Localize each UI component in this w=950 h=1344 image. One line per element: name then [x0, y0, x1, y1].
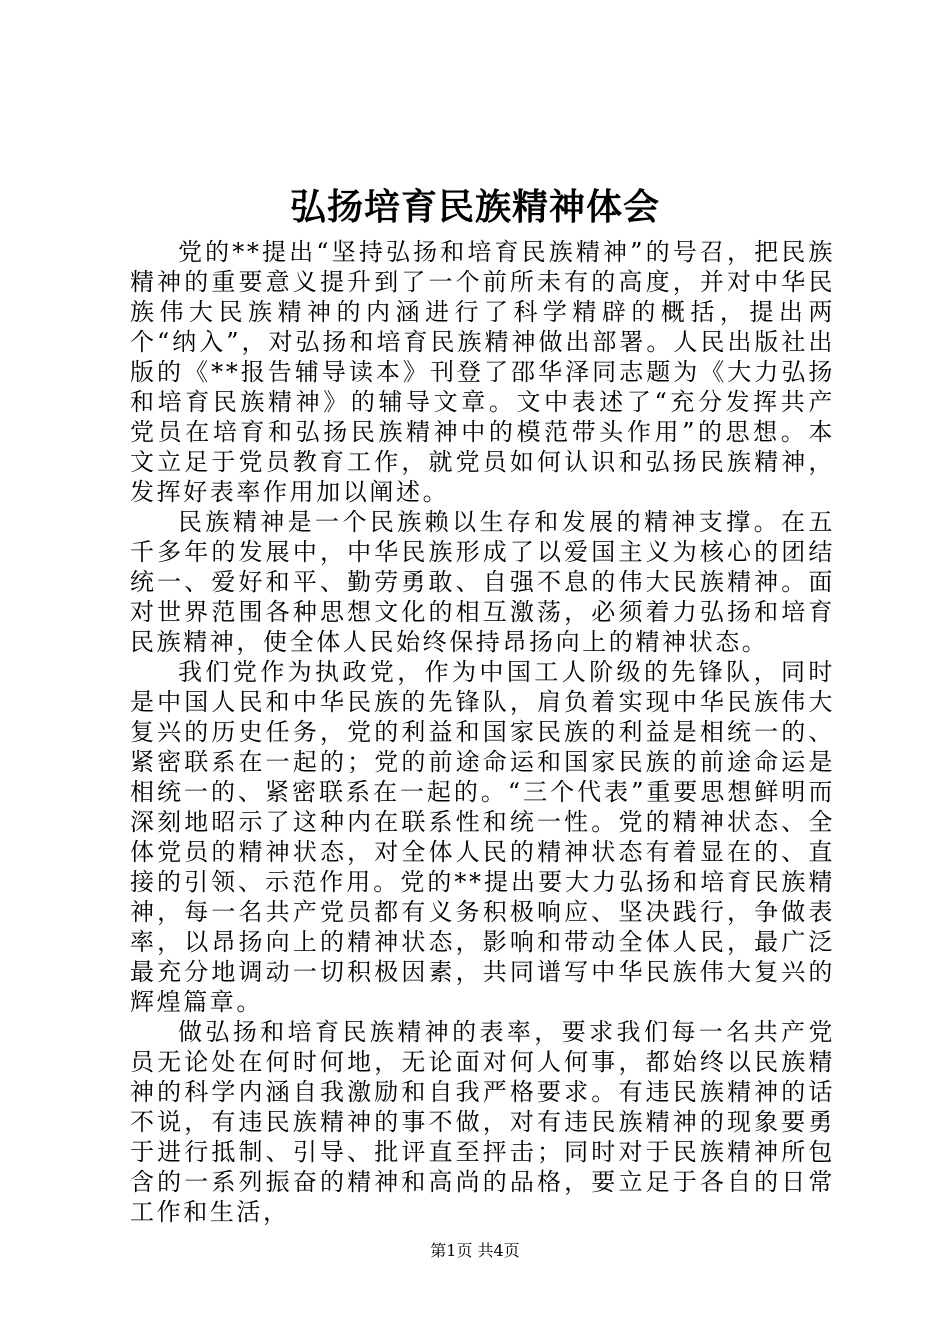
paragraph-3: 我们党作为执政党，作为中国工人阶级的先锋队，同时是中国人民和中华民族的先锋队，肩负着实现中华民族伟大复兴的历史任务，党的利益和国家民族的利益是相统一的、紧密联系在一起的；党的前途命运和国家民族的前途命运是相统一的、紧密联系在一起的。“三个代表”重要思想鲜明而深刻地昭示了这种内在联系性和统一性。党的精神状态、全体党员的精神状态，对全体人民的精神状态有着显在的、直接的引领、示范作用。党的**提出要大力弘扬和培育民族精神，每一名共产党员都有义务积极响应、坚决践行，争做表率，以昂扬向上的精神状态，影响和带动全体人民，最广泛最充分地调动一切积极因素，共同谱写中华民族伟大复兴的辉煌篇章。	[130, 658, 835, 1016]
page-title: 弘扬培育民族精神体会	[289, 187, 660, 228]
page-number-footer: 第1页 共4页	[430, 1241, 520, 1260]
paragraph-4: 做弘扬和培育民族精神的表率，要求我们每一名共产党员无论处在何时何地，无论面对何人何事，都始终以民族精神的科学内涵自我激励和自我严格要求。有违民族精神的话不说，有违民族精神的事不做，对有违民族精神的现象要勇于进行抵制、引导、批评直至抨击；同时对于民族精神所包含的一系列振奋的精神和高尚的品格，要立足于各自的日常工作和生活，	[130, 1018, 835, 1226]
document-body	[130, 237, 835, 1227]
paragraph-2: 民族精神是一个民族赖以生存和发展的精神支撑。在五千多年的发展中，中华民族形成了以爱国主义为核心的团结统一、爱好和平、勤劳勇敢、自强不息的伟大民族精神。面对世界范围各种思想文化的相互激荡，必须着力弘扬和培育民族精神，使全体人民始终保持昂扬向上的精神状态。	[130, 508, 835, 656]
paragraph-1: 党的**提出“坚持弘扬和培育民族精神”的号召，把民族精神的重要意义提升到了一个前所未有的高度，并对中华民族伟大民族精神的内涵进行了科学精辟的概括，提出两个“纳入”，对弘扬和培育民族精神做出部署。人民出版社出版的《**报告辅导读本》刊登了邵华泽同志题为《大力弘扬和培育民族精神》的辅导文章。文中表述了“充分发挥共产党员在培育和弘扬民族精神中的模范带头作用”的思想。本文立足于党员教育工作，就党员如何认识和弘扬民族精神，发挥好表率作用加以阐述。	[130, 238, 835, 506]
